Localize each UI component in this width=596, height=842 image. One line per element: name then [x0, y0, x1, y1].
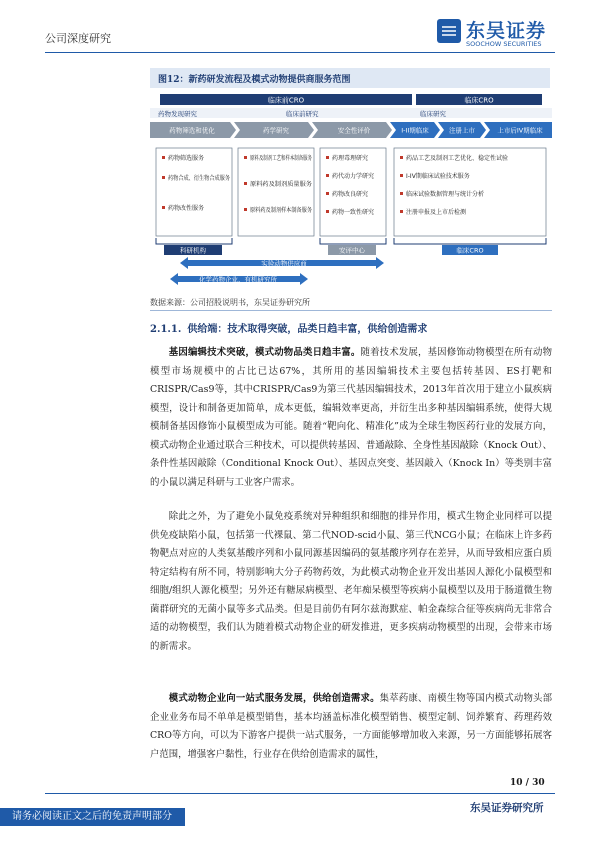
logo-chinese-name: 东吴证券: [466, 20, 547, 42]
stage-pharmaceutics: 药学研究: [263, 126, 289, 135]
section-number: 2.1.1.: [150, 324, 182, 335]
bracket-safety: [320, 238, 386, 244]
paragraph-1-text: 随着技术发展，基因修饰动物模型在所有动物模型市场规模中的占比已达67%，其所用的基因编辑技术主要包括转基因、ES打靶和CRISPR/Cas9等，其中CRISPR/Cas9为第三代基因编辑技术，2013年首次用于建立小鼠疾病模型，设计和制备更加简单，成本更低，编辑效率更高，并衍生出多种基因编辑系统，使得大规模制备基因修饰小鼠模型成为可能。随着“靶向化、精准化”成为全球生物医药行业的发展方向，模式动物企业通过联合三种技术，可以提供转基因、普通敲除、全身性基因敲除（Knock Out）、条件性基因敲除（Conditional Knock Out）、基因点突变、基因敲入（Knock In）等类别丰富的小鼠以满足科研与工业客户需求。: [150, 347, 552, 488]
header-rule: [45, 52, 555, 53]
paragraph-3-lead: 模式动物企业向一站式服务发展，供给创造需求。: [168, 693, 380, 704]
stage-phase12: I-II期临床: [401, 126, 429, 135]
stage-register: 注册上市: [449, 126, 475, 135]
stage-screening: 药物筛选和优化: [169, 126, 215, 135]
section-title: 供给端：技术取得突破，品类日趋丰富，供给创造需求: [187, 324, 428, 335]
report-type-label: 公司深度研究: [45, 32, 111, 45]
stage-phase4: 上市后IV期临床: [497, 126, 543, 135]
footer-rule: [45, 793, 555, 794]
logo-mark-icon: [436, 18, 462, 44]
box4-item-2: I-IV期临床试验技术服务: [406, 173, 470, 180]
figure-source: 数据来源：公司招股说明书，东吴证券研究所: [150, 298, 310, 307]
footer-disclaimer: 请务必阅读正文之后的免责声明部分: [0, 808, 185, 826]
box2-item-2: 原料药及制剂质量服务: [250, 181, 311, 188]
bracket-research: [156, 238, 232, 244]
preclinical-cro-label: 临床前CRO: [267, 96, 305, 105]
drug-development-diagram: [150, 92, 552, 288]
paragraph-3: [150, 690, 552, 764]
section-heading: [150, 320, 427, 335]
stage-safety: 安全性评价: [337, 126, 371, 135]
box2-item-1: 原料及制剂工艺和样本制备服务: [250, 155, 335, 162]
label-research: 科研机构: [180, 246, 206, 255]
label-pharma: 化学药物企业、有机研究所: [199, 275, 277, 284]
label-model-supplier: 实验动物供应商: [261, 259, 307, 268]
box4-item-1: 药品工艺及制剂工艺优化、稳定性试验: [406, 155, 509, 162]
box1-item-3: 药物改性服务: [168, 205, 205, 212]
box3-item-4: 药物一致性研究: [332, 209, 375, 216]
box3-item-2: 药代动力学研究: [332, 173, 375, 180]
paragraph-2: [150, 508, 552, 656]
paragraph-1-lead: 基因编辑技术突破，模式动物品类日趋丰富。: [168, 347, 361, 358]
box1-item-1: 药物筛选服务: [168, 155, 205, 162]
bracket-clinical: [394, 238, 546, 244]
label-clinical-cro: 临床CRO: [456, 246, 484, 255]
phase-discovery: 药物发现研究: [158, 110, 197, 118]
company-logo: [436, 16, 554, 50]
box3-item-3: 药物改良研究: [332, 191, 369, 198]
paragraph-3-text: 集萃药康、南模生物等国内模式动物头部企业业务布局不单单是模型销售，基本均涵盖标准化模型销售、模型定制、饲养繁育、药理药效CRO等方向，可以为下游客户提供一站式服务，一方面能够增加收入来源，另一方面能够拓展客户范围，增强客户黏性，行业存在供给创造需求的属性，: [150, 693, 552, 760]
box2-item-3: 原料药及制剂样本制备服务: [250, 207, 323, 214]
phase-clinical: 临床研究: [420, 110, 446, 118]
section-rule: [150, 310, 552, 311]
box3-item-1: 药理毒理研究: [332, 155, 369, 162]
footer-org: 东吴证券研究所: [470, 802, 544, 814]
box4-item-3: 临床试验数据管理与统计分析: [406, 191, 485, 198]
box4-item-4: 注册申报及上市后检测: [406, 209, 467, 216]
page-number: 10 / 30: [510, 778, 545, 788]
figure-title: 图12：新药研发流程及模式动物提供商服务范围: [158, 75, 351, 85]
label-safety-center: 安评中心: [339, 246, 365, 255]
box1-item-2: 药物合成、衍生物合成服务: [168, 175, 241, 182]
paragraph-1: [150, 344, 552, 492]
clinical-cro-bar-label: 临床CRO: [464, 96, 494, 105]
phase-preclinical: 临床前研究: [286, 110, 319, 118]
paragraph-2-text: 除此之外，为了避免小鼠免疫系统对异种组织和细胞的排异作用，模式生物企业同样可以提供免疫缺陷小鼠，包括第一代裸鼠、第二代NOD-scid小鼠、第三代NCG小鼠；在临床上许多药物靶点对应的人类氨基酸序列和小鼠同源基因编码的氨基酸序列存在差异，从而导致相应蛋白质特定结构有所不同，特别影响大分子药物药效，为此模式动物企业开发出基因人源化小鼠模型和细胞/组织人源化模型；另外还有糖尿病模型、老年痴呆模型等疾病小鼠模型以及用于肠道微生物菌群研究的无菌小鼠等多式品类。但是目前仍有阿尔兹海默症、帕金森综合征等疾病尚无非常合适的动物模型，我们认为随着模式动物企业的研发推进，更多疾病动物模型的出现，会带来市场的新需求。: [150, 511, 552, 652]
logo-english-name: SOOCHOW SECURITIES: [466, 40, 542, 48]
